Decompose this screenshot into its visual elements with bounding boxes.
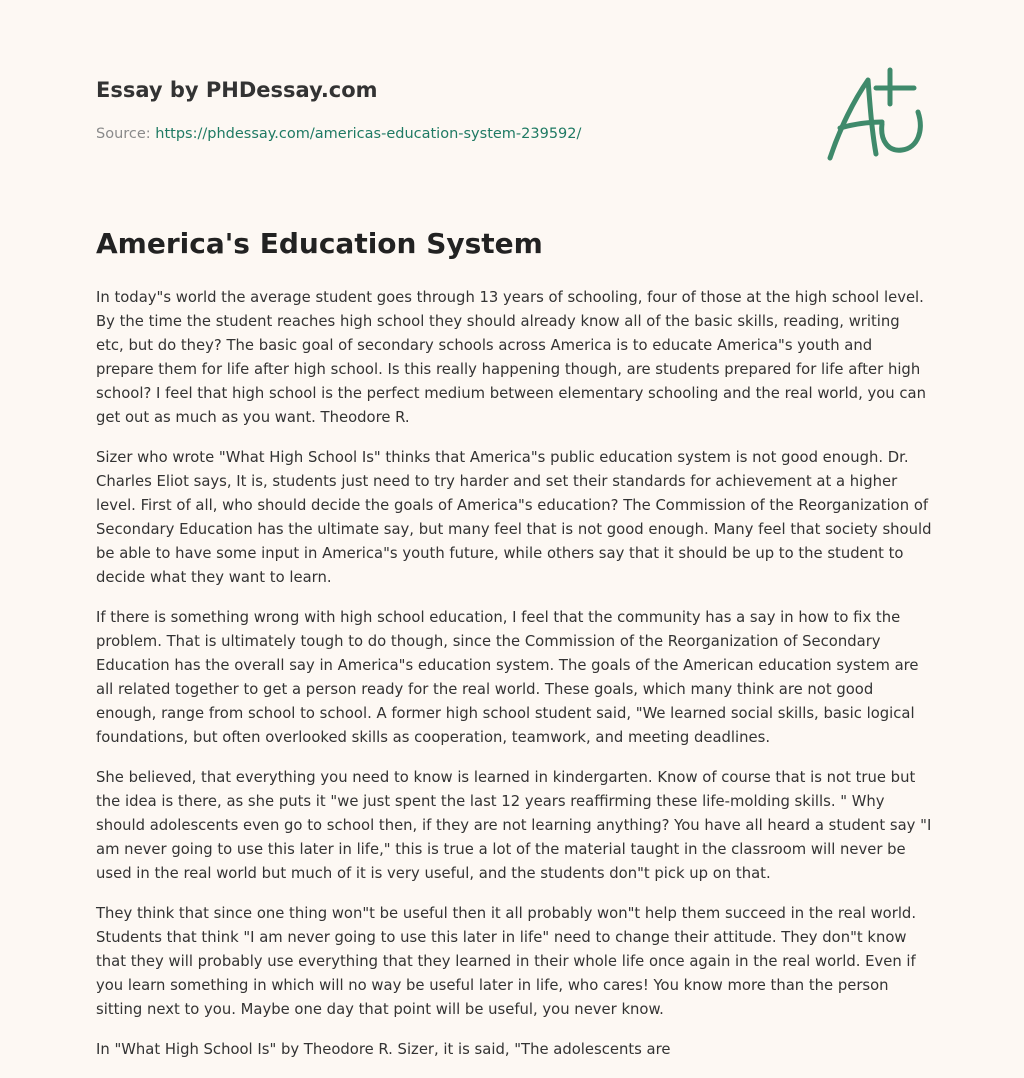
source-line bbox=[96, 124, 581, 144]
essay-paragraph: She believed, that everything you need to know is learned in kindergarten. Know of course that is not true but the idea is there, as she puts it "we just spent the last 12 years reaffirming these life-molding skills. " Why should adolescents even go to school then, if they are not learning anything? You have all heard a student say "I am never going to use this later in life," this is true a lot of the material taught in the classroom will never be used in the real world but much of it is very useful, and the students don"t pick up on that. bbox=[96, 769, 932, 882]
essay-paragraph: In today"s world the average student goes through 13 years of schooling, four of those at the high school level. By the time the student reaches high school they should already know all of the basic skills, reading, writing etc, but do they? The basic goal of secondary schools across America is to educate America"s youth and prepare them for life after high school. Is this really happening though, are students prepared for life after high school? I feel that high school is the perfect medium between elementary schooling and the real world, you can get out as much as you want. Theodore R. bbox=[96, 289, 926, 426]
essay-title: America's Education System bbox=[96, 227, 543, 260]
source-link[interactable]: https://phdessay.com/americas-education-system-239592/ bbox=[155, 126, 582, 142]
source-label: Source: bbox=[96, 126, 151, 142]
essay-header bbox=[96, 74, 796, 142]
site-brand: Essay by PHDessay.com bbox=[96, 78, 378, 102]
essay-paragraph: They think that since one thing won"t be useful then it all probably won"t help them succeed in the real world. Students that think "I am never going to use this later in life" need to change their attitude. They don"t know that they will probably use everything that they learned in their whole life once again in the real world. Even if you learn something in which will no way be useful later in life, who cares! You know more than the person sitting next to you. Maybe one day that point will be useful, you never know. bbox=[96, 905, 917, 1018]
essay-paragraph: If there is something wrong with high school education, I feel that the community has a say in how to fix the problem. That is ultimately tough to do though, since the Commission of the Reorganization of Secondary Education has the overall say in America"s education system. The goals of the American education system are all related together to get a person ready for the real world. These goals, which many think are not good enough, range from school to school. A former high school student said, "We learned social skills, basic logical foundations, but often overlooked skills as cooperation, teamwork, and meeting deadlines. bbox=[96, 609, 919, 746]
essay-paragraph: In "What High School Is" by Theodore R. Sizer, it is said, "The adolescents are bbox=[96, 1041, 671, 1058]
essay-body bbox=[96, 286, 932, 1078]
a-plus-grade-icon bbox=[818, 66, 930, 166]
essay-paragraph: Sizer who wrote "What High School Is" thinks that America"s public education system is not good enough. Dr. Charles Eliot says, It is, students just need to try harder and set their standards for achievement at a higher level. First of all, who should decide the goals of America"s education? The Commission of the Reorganization of Secondary Education has the ultimate say, but many feel that is not good enough. Many feel that society should be able to have some input in America"s youth future, while others say that it should be up to the student to decide what they want to learn. bbox=[96, 449, 932, 586]
